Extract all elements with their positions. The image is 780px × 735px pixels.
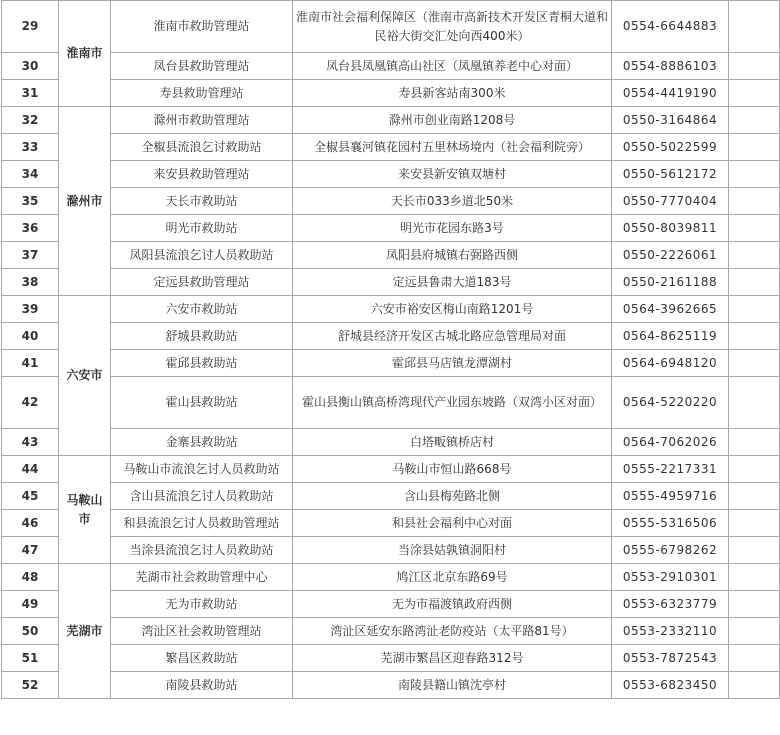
blank-cell — [729, 672, 780, 699]
station-name: 来安县救助管理站 — [111, 161, 293, 188]
station-phone: 0564-8625119 — [612, 323, 729, 350]
row-number: 31 — [2, 80, 59, 107]
station-address: 含山县梅苑路北侧 — [293, 483, 612, 510]
city-cell: 芜湖市 — [59, 564, 111, 699]
blank-cell — [729, 296, 780, 323]
row-number: 36 — [2, 215, 59, 242]
station-address: 马鞍山市恒山路668号 — [293, 456, 612, 483]
station-name: 含山县流浪乞讨人员救助站 — [111, 483, 293, 510]
blank-cell — [729, 53, 780, 80]
station-phone: 0550-5612172 — [612, 161, 729, 188]
table-row — [2, 591, 780, 618]
station-phone: 0550-5022599 — [612, 134, 729, 161]
table-row — [2, 161, 780, 188]
station-address: 六安市裕安区梅山南路1201号 — [293, 296, 612, 323]
station-address: 和县社会福利中心对面 — [293, 510, 612, 537]
station-address: 霍邱县马店镇龙潭湖村 — [293, 350, 612, 377]
table-row — [2, 107, 780, 134]
station-address: 凤阳县府城镇右弼路西侧 — [293, 242, 612, 269]
blank-cell — [729, 269, 780, 296]
station-name: 霍山县救助站 — [111, 377, 293, 429]
blank-cell — [729, 323, 780, 350]
station-address: 凤台县凤凰镇高山社区（凤凰镇养老中心对面） — [293, 53, 612, 80]
row-number: 33 — [2, 134, 59, 161]
station-phone: 0553-2910301 — [612, 564, 729, 591]
station-name: 淮南市救助管理站 — [111, 1, 293, 53]
station-phone: 0555-5316506 — [612, 510, 729, 537]
station-phone: 0553-6323779 — [612, 591, 729, 618]
blank-cell — [729, 215, 780, 242]
row-number: 38 — [2, 269, 59, 296]
station-address: 淮南市社会福利保障区（淮南市高新技术开发区青桐大道和民裕大街交汇处向西400米） — [293, 1, 612, 53]
station-name: 湾沚区社会救助管理站 — [111, 618, 293, 645]
blank-cell — [729, 134, 780, 161]
blank-cell — [729, 350, 780, 377]
station-name: 南陵县救助站 — [111, 672, 293, 699]
blank-cell — [729, 377, 780, 429]
station-name: 明光市救助站 — [111, 215, 293, 242]
station-address: 霍山县衡山镇高桥湾现代产业园东坡路（双湾小区对面） — [293, 377, 612, 429]
table-row — [2, 1, 780, 53]
blank-cell — [729, 161, 780, 188]
row-number: 51 — [2, 645, 59, 672]
station-phone: 0550-2226061 — [612, 242, 729, 269]
blank-cell — [729, 591, 780, 618]
row-number: 52 — [2, 672, 59, 699]
blank-cell — [729, 537, 780, 564]
city-cell: 滁州市 — [59, 107, 111, 296]
station-name: 滁州市救助管理站 — [111, 107, 293, 134]
row-number: 46 — [2, 510, 59, 537]
station-name: 天长市救助站 — [111, 188, 293, 215]
table-row — [2, 323, 780, 350]
row-number: 48 — [2, 564, 59, 591]
blank-cell — [729, 242, 780, 269]
rescue-stations-table — [1, 0, 780, 699]
row-number: 45 — [2, 483, 59, 510]
table-row — [2, 242, 780, 269]
station-phone: 0564-3962665 — [612, 296, 729, 323]
row-number: 44 — [2, 456, 59, 483]
table-row — [2, 269, 780, 296]
station-address: 湾沚区延安东路湾沚老防疫站（太平路81号） — [293, 618, 612, 645]
station-phone: 0553-2332110 — [612, 618, 729, 645]
blank-cell — [729, 1, 780, 53]
city-cell: 马鞍山市 — [59, 456, 111, 564]
station-phone: 0550-3164864 — [612, 107, 729, 134]
blank-cell — [729, 483, 780, 510]
station-phone: 0554-6644883 — [612, 1, 729, 53]
city-cell: 淮南市 — [59, 1, 111, 107]
row-number: 30 — [2, 53, 59, 80]
station-phone: 0550-7770404 — [612, 188, 729, 215]
table-row — [2, 537, 780, 564]
station-name: 凤台县救助管理站 — [111, 53, 293, 80]
station-name: 无为市救助站 — [111, 591, 293, 618]
station-address: 定远县鲁肃大道183号 — [293, 269, 612, 296]
row-number: 50 — [2, 618, 59, 645]
station-address: 明光市花园东路3号 — [293, 215, 612, 242]
station-phone: 0564-5220220 — [612, 377, 729, 429]
table-body — [2, 1, 780, 699]
table-row — [2, 456, 780, 483]
row-number: 40 — [2, 323, 59, 350]
station-name: 定远县救助管理站 — [111, 269, 293, 296]
station-address: 鸠江区北京东路69号 — [293, 564, 612, 591]
blank-cell — [729, 188, 780, 215]
table-row — [2, 510, 780, 537]
row-number: 47 — [2, 537, 59, 564]
station-address: 寿县新客站南300米 — [293, 80, 612, 107]
station-name: 芜湖市社会救助管理中心 — [111, 564, 293, 591]
row-number: 34 — [2, 161, 59, 188]
station-phone: 0554-4419190 — [612, 80, 729, 107]
station-address: 来安县新安镇双塘村 — [293, 161, 612, 188]
table-row — [2, 296, 780, 323]
station-phone: 0564-6948120 — [612, 350, 729, 377]
row-number: 37 — [2, 242, 59, 269]
table-row — [2, 215, 780, 242]
station-name: 当涂县流浪乞讨人员救助站 — [111, 537, 293, 564]
table-row — [2, 618, 780, 645]
table-row — [2, 350, 780, 377]
station-address: 白塔畈镇桥店村 — [293, 429, 612, 456]
station-phone: 0550-2161188 — [612, 269, 729, 296]
station-address: 当涂县姑孰镇洞阳村 — [293, 537, 612, 564]
blank-cell — [729, 564, 780, 591]
station-address: 天长市033乡道北50米 — [293, 188, 612, 215]
station-name: 六安市救助站 — [111, 296, 293, 323]
station-name: 霍邱县救助站 — [111, 350, 293, 377]
blank-cell — [729, 80, 780, 107]
table-row — [2, 564, 780, 591]
table-row — [2, 672, 780, 699]
table-row — [2, 188, 780, 215]
row-number: 43 — [2, 429, 59, 456]
station-name: 寿县救助管理站 — [111, 80, 293, 107]
station-name: 全椒县流浪乞讨救助站 — [111, 134, 293, 161]
blank-cell — [729, 429, 780, 456]
station-name: 繁昌区救助站 — [111, 645, 293, 672]
station-name: 和县流浪乞讨人员救助管理站 — [111, 510, 293, 537]
station-phone: 0555-6798262 — [612, 537, 729, 564]
station-name: 金寨县救助站 — [111, 429, 293, 456]
table-row — [2, 377, 780, 429]
table-row — [2, 134, 780, 161]
blank-cell — [729, 645, 780, 672]
station-phone: 0555-2217331 — [612, 456, 729, 483]
station-address: 舒城县经济开发区古城北路应急管理局对面 — [293, 323, 612, 350]
station-phone: 0554-8886103 — [612, 53, 729, 80]
table-row — [2, 53, 780, 80]
station-name: 马鞍山市流浪乞讨人员救助站 — [111, 456, 293, 483]
row-number: 29 — [2, 1, 59, 53]
station-name: 凤阳县流浪乞讨人员救助站 — [111, 242, 293, 269]
row-number: 35 — [2, 188, 59, 215]
station-phone: 0550-8039811 — [612, 215, 729, 242]
station-address: 无为市福渡镇政府西侧 — [293, 591, 612, 618]
blank-cell — [729, 456, 780, 483]
row-number: 49 — [2, 591, 59, 618]
table-row — [2, 80, 780, 107]
station-phone: 0555-4959716 — [612, 483, 729, 510]
city-cell: 六安市 — [59, 296, 111, 456]
blank-cell — [729, 107, 780, 134]
row-number: 39 — [2, 296, 59, 323]
station-address: 芜湖市繁昌区迎春路312号 — [293, 645, 612, 672]
station-phone: 0553-6823450 — [612, 672, 729, 699]
blank-cell — [729, 510, 780, 537]
row-number: 41 — [2, 350, 59, 377]
blank-cell — [729, 618, 780, 645]
station-phone: 0564-7062026 — [612, 429, 729, 456]
table-row — [2, 483, 780, 510]
row-number: 42 — [2, 377, 59, 429]
station-phone: 0553-7872543 — [612, 645, 729, 672]
table-row — [2, 645, 780, 672]
station-name: 舒城县救助站 — [111, 323, 293, 350]
row-number: 32 — [2, 107, 59, 134]
table-row — [2, 429, 780, 456]
station-address: 滁州市创业南路1208号 — [293, 107, 612, 134]
station-address: 南陵县籍山镇沈亭村 — [293, 672, 612, 699]
station-address: 全椒县襄河镇花园村五里林场境内（社会福利院旁） — [293, 134, 612, 161]
